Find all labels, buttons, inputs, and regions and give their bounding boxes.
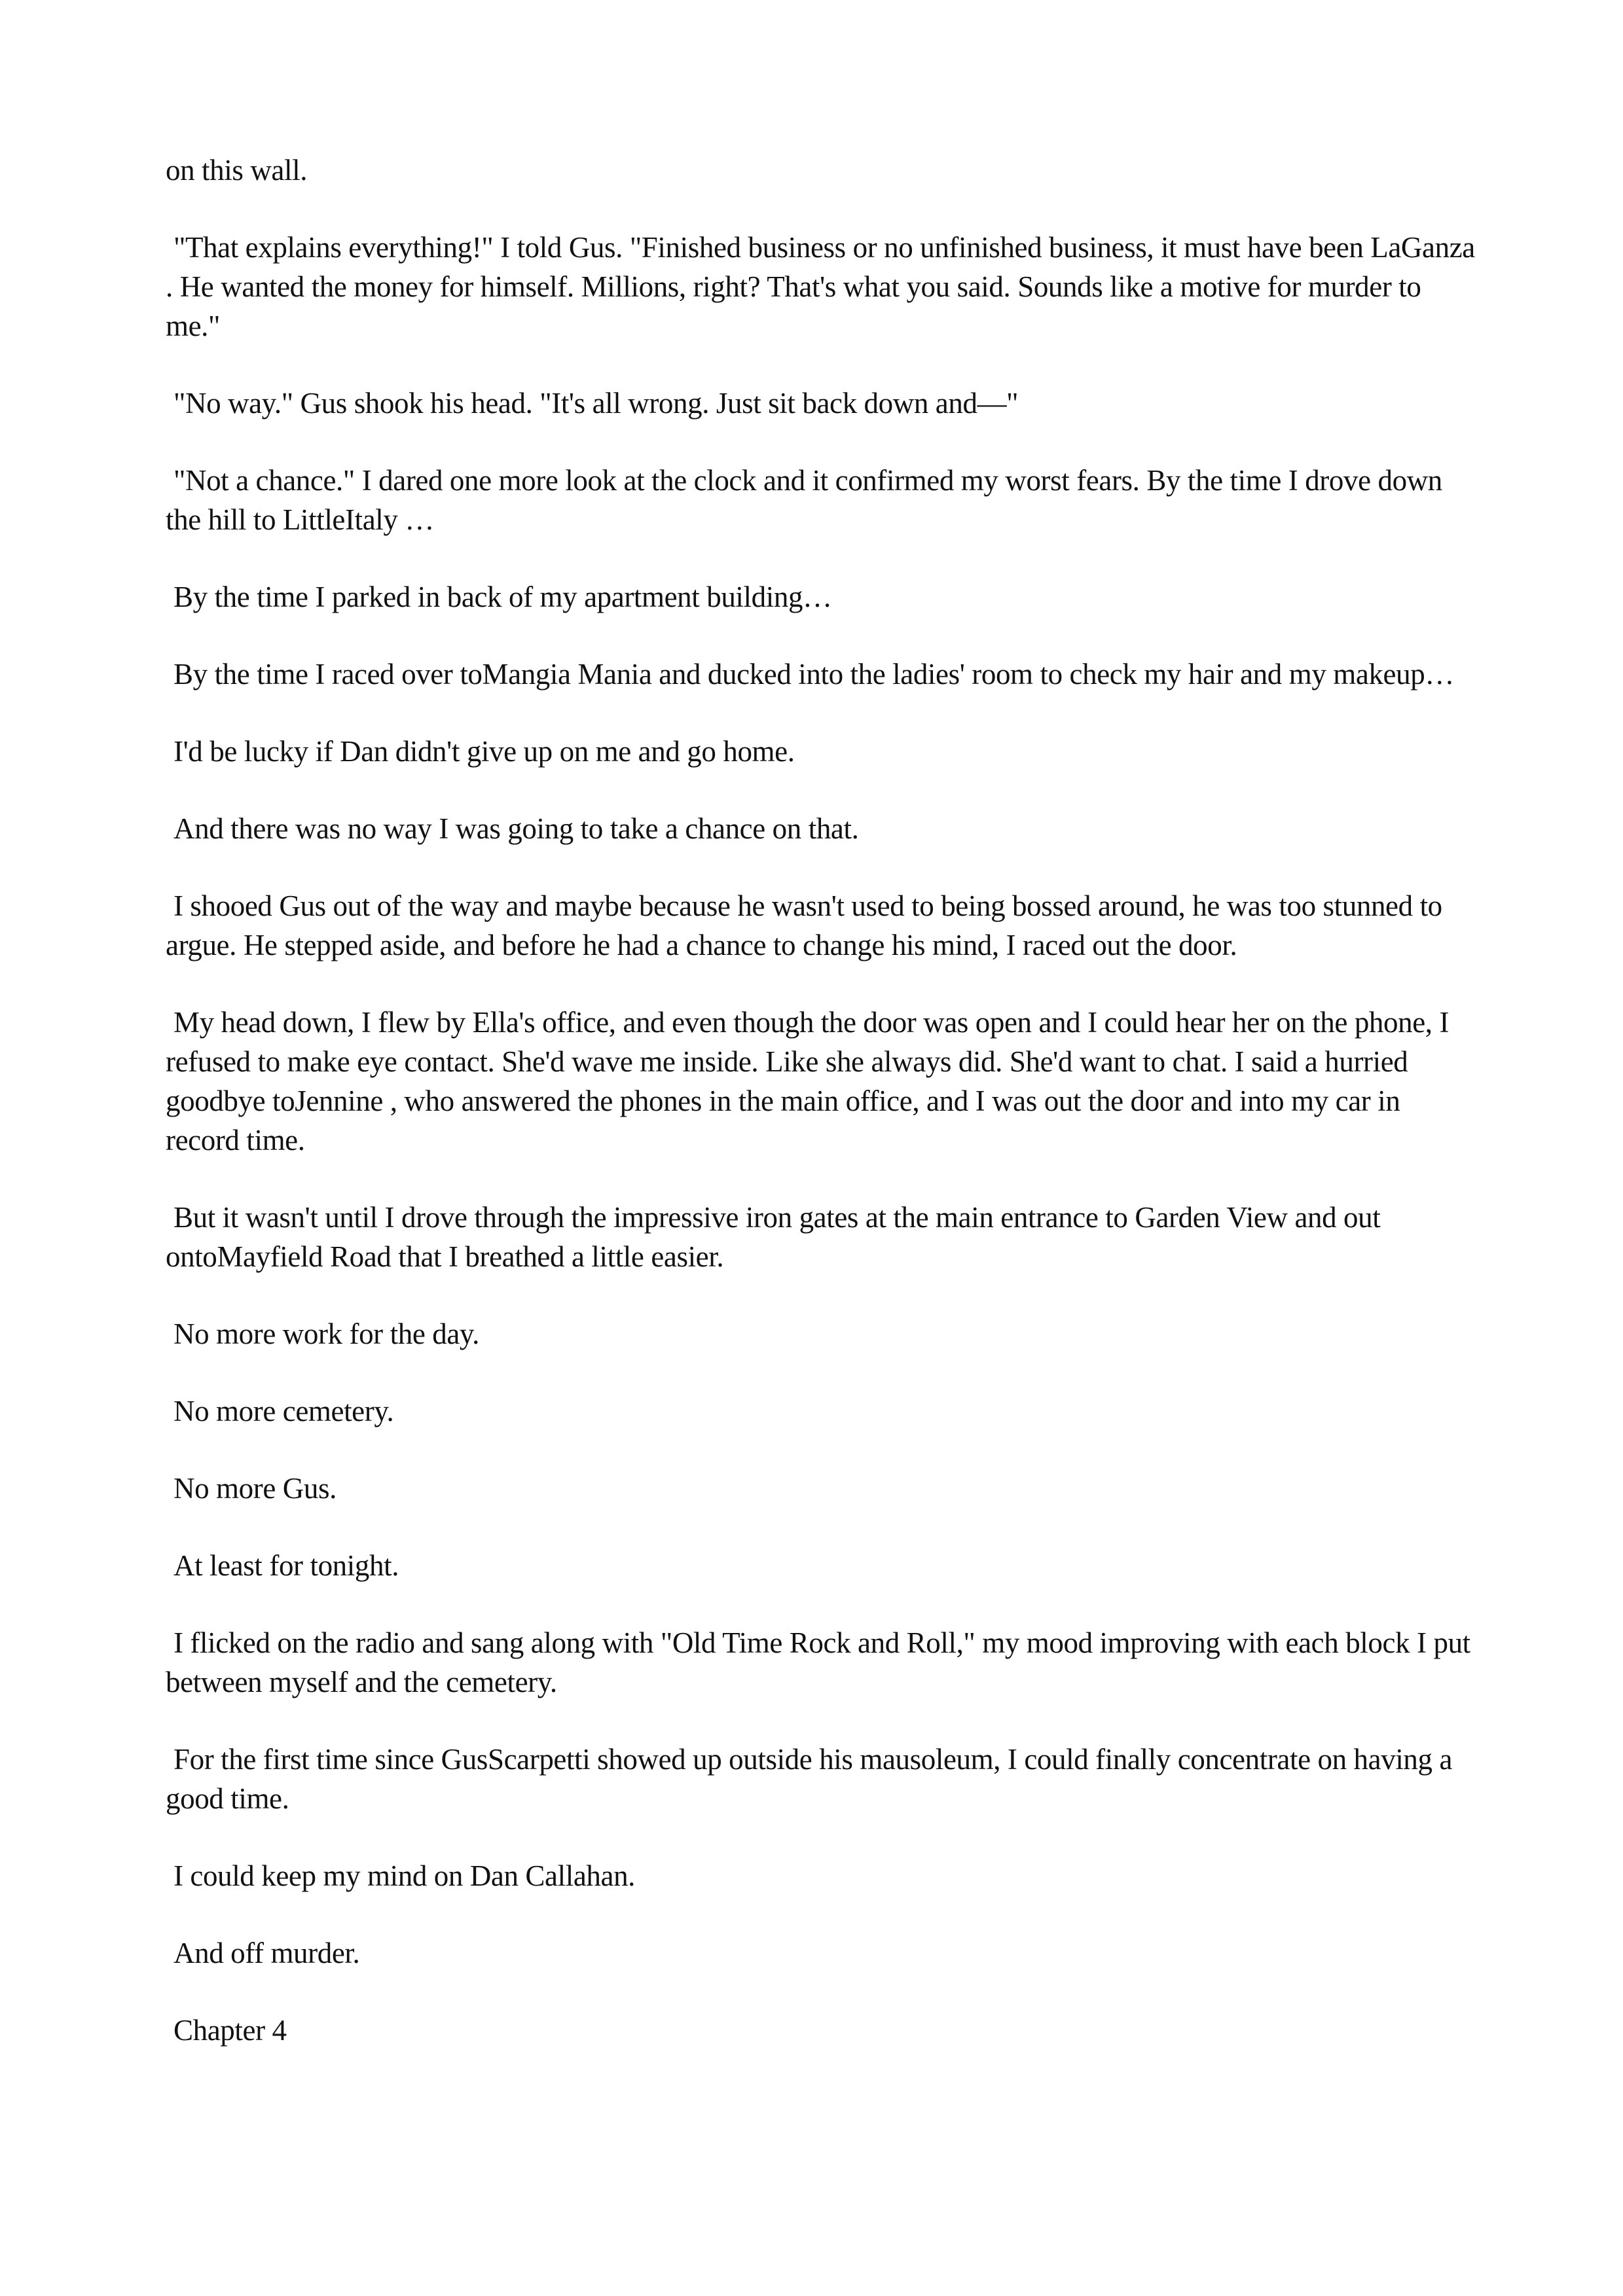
paragraph: No more Gus. <box>173 1472 337 1505</box>
paragraph: "That explains everything!" I told Gus. "Finished business or no unfinished business, it must have been LaGanza . He wanted the money for himself. Millions, right? That's what you said. Sounds like a motive for murder to me." <box>166 231 1475 342</box>
paragraph: By the time I raced over toMangia Mania and ducked into the ladies' room to check my hair and my makeup… <box>173 658 1454 691</box>
paragraph: No more cemetery. <box>173 1395 394 1427</box>
paragraph: I'd be lucky if Dan didn't give up on me and go home. <box>173 735 795 768</box>
chapter-heading: Chapter 4 <box>173 2014 287 2047</box>
paragraph: And off murder. <box>173 1937 360 1969</box>
paragraph: By the time I parked in back of my apartment building… <box>173 581 832 613</box>
paragraph: For the first time since GusScarpetti showed up outside his mausoleum, I could finally concentrate on having a good time. <box>166 1743 1453 1815</box>
paragraph: And there was no way I was going to take a chance on that. <box>173 812 859 845</box>
paragraph: I flicked on the radio and sang along with "Old Time Rock and Roll," my mood improving with each block I put between myself and the cemetery. <box>166 1626 1470 1698</box>
paragraph: I could keep my mind on Dan Callahan. <box>173 1859 636 1892</box>
paragraph: "No way." Gus shook his head. "It's all wrong. Just sit back down and—" <box>173 387 1019 420</box>
paragraph: "Not a chance." I dared one more look at the clock and it confirmed my worst fears. By the time I drove down the hill to LittleItaly … <box>166 464 1442 536</box>
paragraph: At least for tonight. <box>173 1549 399 1582</box>
paragraph: My head down, I flew by Ella's office, and even though the door was open and I could hear her on the phone, I refused to make eye contact. She'd wave me inside. Like she always did. She'd want to chat. I said a hurried goodbye toJennine , who answered the phones in the main office, and I was out the door and into my car in record time. <box>166 1006 1450 1157</box>
paragraph: No more work for the day. <box>173 1318 479 1350</box>
paragraph: But it wasn't until I drove through the impressive iron gates at the main entrance to Garden View and out ontoMayfield Road that I breathed a little easier. <box>166 1201 1381 1273</box>
paragraph: I shooed Gus out of the way and maybe because he wasn't used to being bossed around, he was too stunned to argue. He stepped aside, and before he had a chance to change his mind, I raced out the door. <box>166 889 1442 961</box>
paragraph-continuation: on this wall. <box>166 154 308 187</box>
document-page <box>166 151 1475 2088</box>
